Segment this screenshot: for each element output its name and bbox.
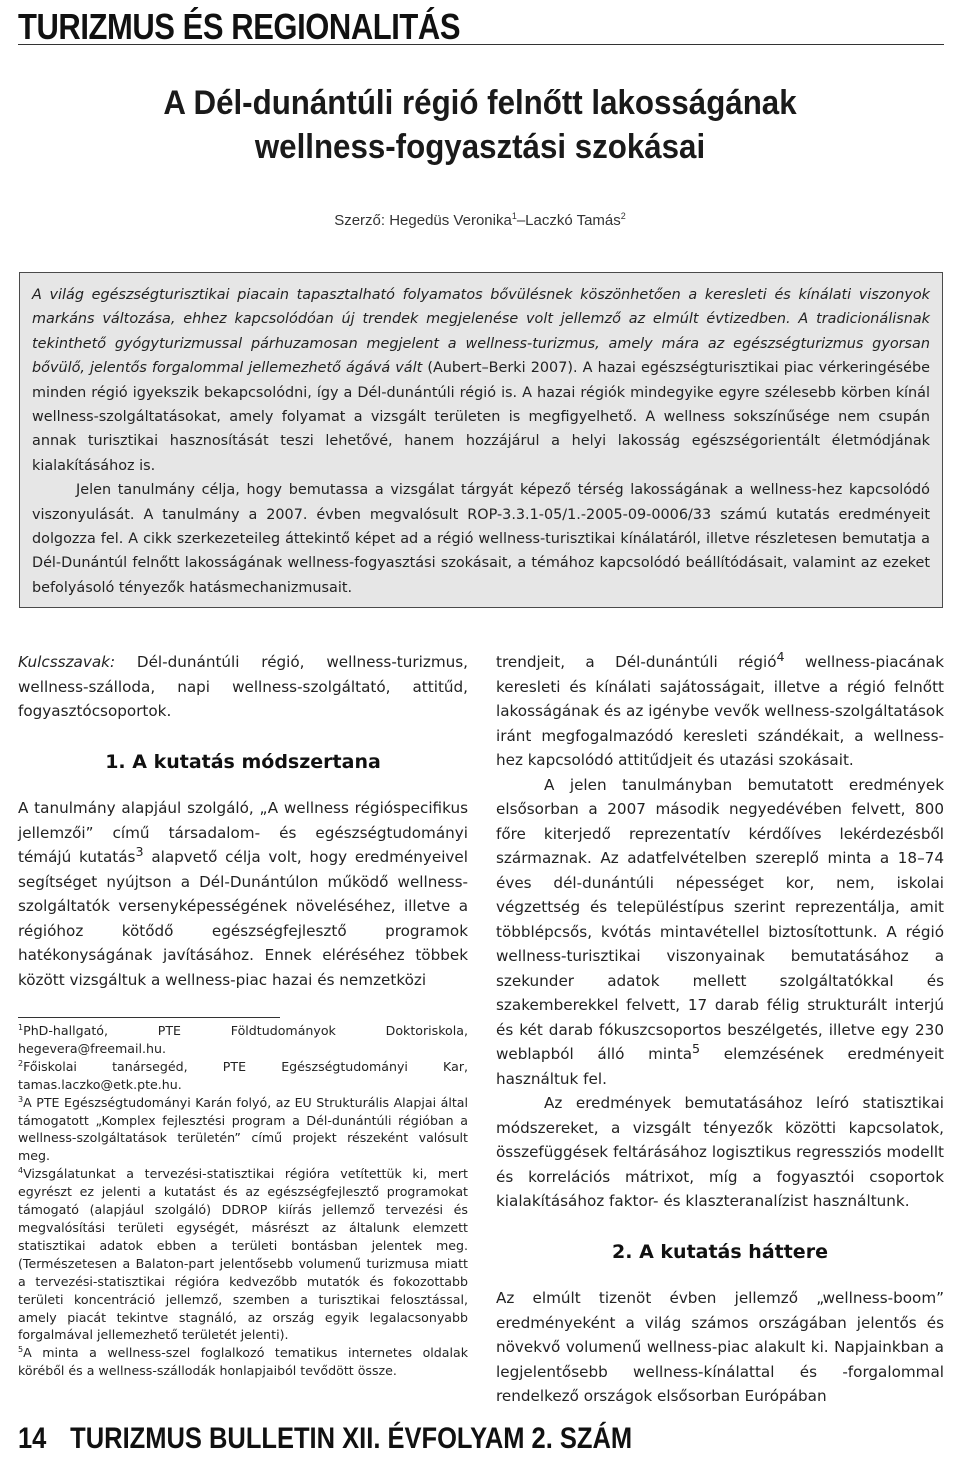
footnote-divider (18, 1017, 280, 1018)
footnote-2-text: Főiskolai tanársegéd, PTE Egészségtudományi Kar, tamas.laczko@etk.pte.hu. (18, 1058, 468, 1092)
abstract-text-rest: A hazai egészségturisztikai piac vérkeringésébe minden régió igyekszik bekapcsolódni, így a Dél-dunántúli régió is. A hazai régiók mindegyike egyre szélesebb körben kínál wellness-szolgáltatásokat, amely folyamat a vizsgált területen is megfigyelhető. A wellness sokszínűsége nem csupán annak turisztikai hasznosítását teszi lehetővé, hanem hozzájárul a helyi lakosság egészségorientált életmódjának kialakításához is. (32, 360, 931, 474)
abstract-box (19, 272, 943, 608)
article-title-line-2: wellness-fogyasztási szokásai (254, 128, 706, 166)
authors-prefix: Szerző: Hegedüs Veronika (334, 212, 512, 229)
right-p2-text-a: A jelen tanulmányban bemutatott eredmények elsősorban a 2007 második negyedévében felvett, 800 főre kiterjedő reprezentatív kérdőíves lekérdezésből származnak. Az adatfelvételben szereplő minta a 18–74 éves dél-dunántúli népességet kor, nem, iskolai végzettség és településtípus szerint reprezentálja, amit többlépcsős, kvótás mintavétellel biztosítottunk. A régió wellness-turisztikai viszonyainak bemutatásához a szekunder adatok mellett szolgáltatókkal és szakemberekkel felvett, 17 darab félig strukturált interjú és két darab fókuszcsoportos beszélgetés, illetve egy 230 weblapból álló minta (496, 775, 944, 1063)
page-number: 14 (18, 1422, 47, 1455)
right-paragraph-1 (496, 650, 944, 773)
abstract-italic-text: A világ egészségturisztikai piacain tapasztalható folyamatos bővülésnek köszönhetően a keresleti és kínálati viszonyok markáns változása, ehhez kapcsolódóan új trendek megjelenése volt jellemző az elmúlt évtizedben. A tradicionálisnak tekinthető gyógyturizmussal párhuzamosan megjelent a wellness-turizmus, amely mára az egészségturizmus gyorsan bővülő, jelentős forgalommal jellemezhető ágává vált (32, 287, 930, 377)
abstract-citation: (Aubert–Berki 2007). (422, 360, 578, 377)
section-2-heading: 2. A kutatás háttere (612, 1240, 828, 1263)
footnote-mark-3: 3 (135, 843, 144, 859)
abstract-paragraph-1 (32, 283, 930, 478)
footnote-5-text: A minta a wellness-szel foglalkozó tematikus internetes oldalak köréből és a wellness-szállodák honlapjaiból tevődött össze. (18, 1345, 468, 1379)
authors-second: –Laczkó Tamás (516, 212, 621, 229)
section-1-heading: 1. A kutatás módszertana (105, 750, 381, 773)
left-column (18, 650, 468, 992)
footnote-2 (18, 1058, 468, 1094)
footnote-3-text: A PTE Egészségtudományi Karán folyó, az EU Strukturális Alapjai által támogatott „Komplex fejlesztési program a Dél-dunántúli régióban a wellness-szolgáltatások területén” című projekt részeként valósult meg. (18, 1094, 468, 1164)
footnote-1 (18, 1022, 468, 1058)
section-1-text-a: A tanulmány alapjául szolgáló, „A wellness régióspecifikus jellemzői” című társadalom- és egészségtudományi témájú kutatás (18, 799, 468, 866)
abstract-paragraph-2: Jelen tanulmány célja, hogy bemutassa a vizsgálat tárgyát képező térség lakosságának a wellness-hez kapcsolódó viszonyulását. A tanulmány a 2007. évben megvalósult ROP-3.3.1-05/1.-2005-09-0006/33 számú kutatás eredményeit dolgozza fel. A cikk szerkezeteileg áttekintő képet ad a régió wellness-turisztikai kínálatáról, illetve részletesen bemutatja a Dél-Dunántúl felnőtt lakosságának wellness-fogyasztási szokásait, a témához kapcsolódó beállítódásait, valamint az ezeket befolyásoló tényezők hatásmechanizmusait. (32, 482, 930, 596)
right-paragraph-2 (496, 773, 944, 1092)
footnote-3 (18, 1094, 468, 1166)
page-footer (18, 1422, 632, 1456)
footnote-3-mark: 3 (18, 1094, 24, 1104)
footnote-1-mark: 1 (18, 1022, 24, 1032)
keywords (18, 650, 468, 724)
article-title-line-1: A Dél-dunántúli régió felnőtt lakosságának (163, 84, 797, 122)
right-column (496, 650, 944, 1409)
section-title-header: TURIZMUS ÉS REGIONALITÁS (18, 6, 461, 47)
right-p1-text-a: trendjeit, a Dél-dunántúli régió (496, 653, 777, 671)
keywords-label: Kulcsszavak: (18, 653, 116, 671)
footnote-2-mark: 2 (18, 1058, 24, 1068)
section-1-text-b: alapvető célja volt, hogy eredményeivel segítséget nyújtson a Dél-Dunántúlon működő wellness-szolgáltatók versenyképességének növeléséhez, illetve a régióhoz kötődő egészségfejlesztő programok hatékonyságának javításához. Ennek eléréséhez többek között vizsgáltuk a wellness-piac hazai és nemzetközi (18, 848, 468, 989)
footnote-5 (18, 1344, 468, 1380)
footnote-4-text: Vizsgálatunkat a tervezési-statisztikai régióra vetítettük ki, mert egyrészt ez jelenti a kutatást és az egészségfejlesztő programokat támogató (alapjául szolgáló) DDROP kiírás jellemző tervezési és megvalósítási területi egységét, másrészt az általunk elemzett statisztikai adatok ebben a területi bontásban jelentek meg. (Természetesen a Balaton-part jelentősebb volumenű turizmusa miatt a tervezési-statisztikai régióra kedvezőbb mutatók és fokozottabb területi koncentráció jellemző, szemben a turisztikai felosztással, amely piacát tekintve stagnáló, az ország egyik legalacsonyabb forgalmával jellemezhető területét jelenti). (18, 1166, 468, 1343)
footnote-5-mark: 5 (18, 1345, 24, 1355)
footnotes (18, 1022, 468, 1380)
footnote-4 (18, 1165, 468, 1344)
section-1-paragraph (18, 796, 468, 992)
author2-footnote-mark: 2 (620, 211, 626, 221)
journal-name: TURIZMUS BULLETIN XII. ÉVFOLYAM 2. SZÁM (70, 1422, 633, 1455)
right-paragraph-3: Az eredmények bemutatásához leíró statisztikai módszereket, a vizsgált tényezők közötti kapcsolatok, összefüggések feltárásához logisztikus regressziós modellt és korrelációs mátrixot, míg a fogyasztói csoportok kialakításához faktor- és klaszteranalízist használtunk. (496, 1094, 944, 1210)
right-paragraph-4: Az elmúlt tizenöt évben jellemző „wellness-boom” eredményeként a világ számos országában jelentős és növekvő volumenű wellness-piac alakult ki. Napjainkban a legjelentősebb wellness-kínálattal és -forgalommal rendelkező országok elsősorban Európában (496, 1289, 944, 1405)
right-p2-text-b: elemzésének eredményeit használtuk fel. (496, 1045, 944, 1088)
footnote-mark-5: 5 (692, 1040, 701, 1056)
footnote-1-text: PhD-hallgató, PTE Földtudományok Doktoriskola, hegevera@freemail.hu. (18, 1023, 468, 1056)
keywords-text: Dél-dunántúli régió, wellness-turizmus, wellness-szálloda, napi wellness-szolgáltató, attitűd, fogyasztócsoportok. (18, 653, 468, 720)
running-header (18, 4, 944, 45)
author-line (0, 212, 960, 229)
footnote-4-mark: 4 (18, 1166, 24, 1176)
footnote-mark-4: 4 (776, 648, 785, 664)
right-p1-text-b: wellness-piacának keresleti és kínálati sajátosságait, illetve a régió felnőtt lakosságának és az igénybe vevők wellness-szolgáltatások iránt megfogalmazódó keresleti szándékait, a wellness-hez kapcsolódó attitűdjeit és utazási szokásait. (496, 653, 944, 769)
author1-footnote-mark: 1 (511, 211, 517, 221)
